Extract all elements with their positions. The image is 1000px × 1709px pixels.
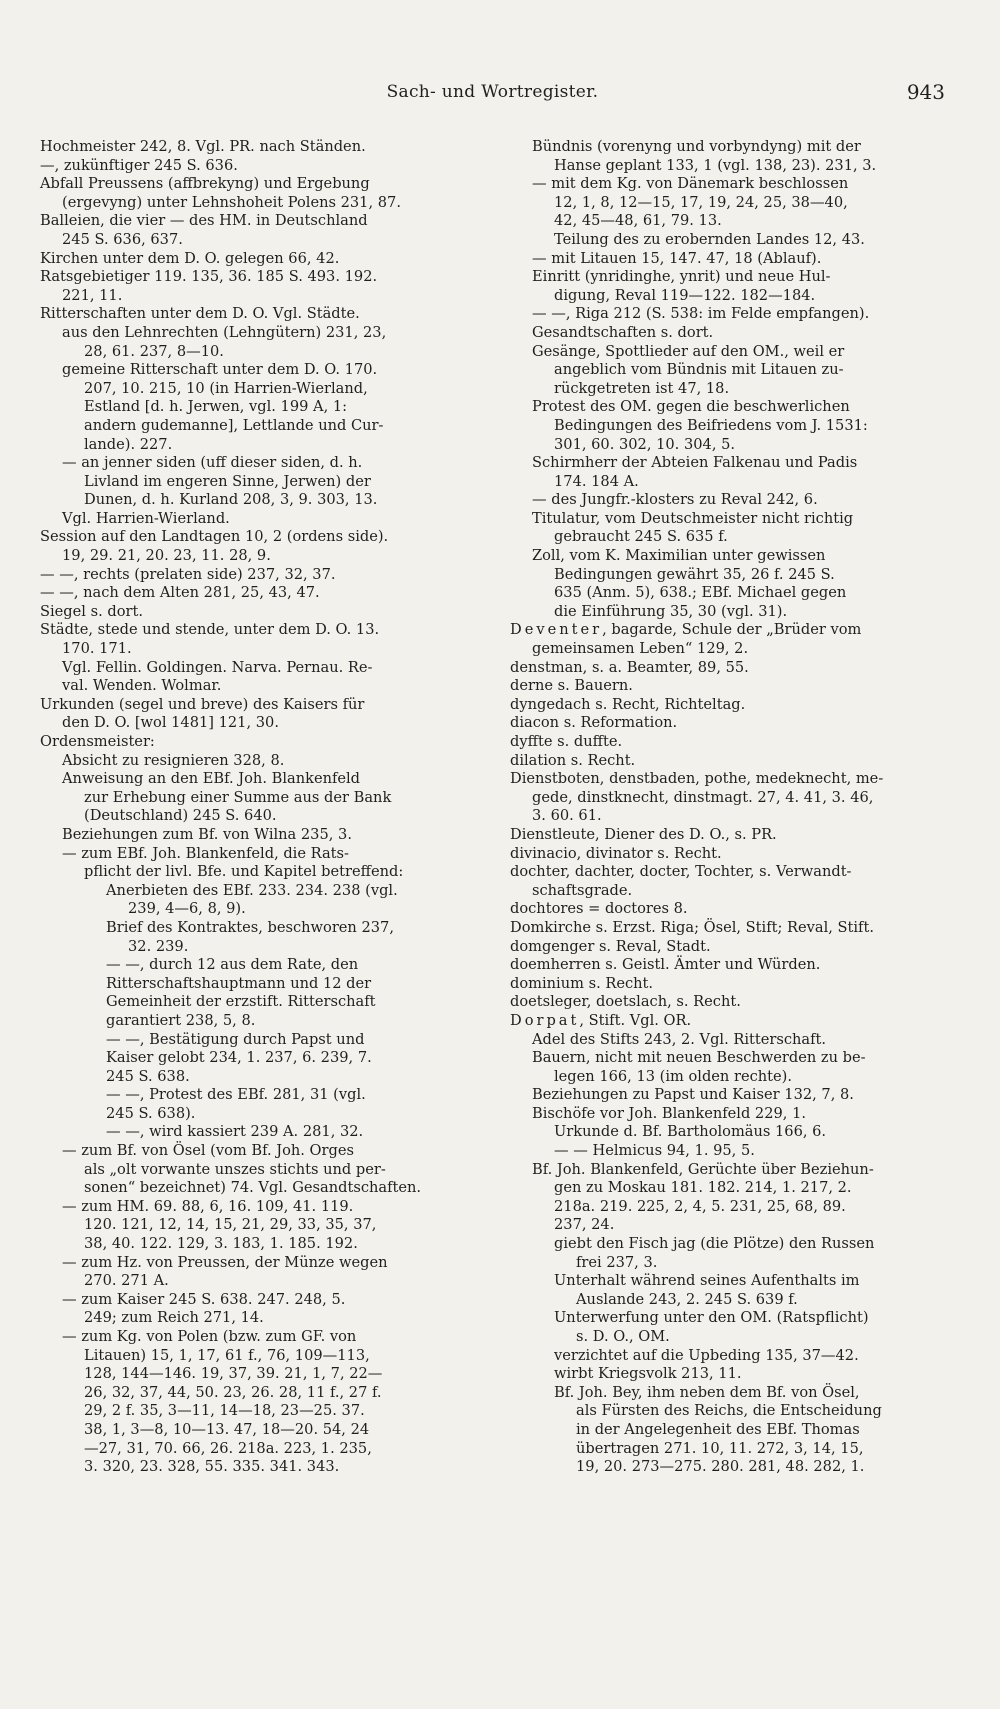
index-line: 221, 11.	[62, 286, 123, 304]
index-line: 3. 320, 23. 328, 55. 335. 341. 343.	[84, 1458, 340, 1476]
index-line: 38, 1, 3—8, 10—13. 47, 18—20. 54, 24	[84, 1420, 370, 1438]
index-line: gede, dinstknecht, dinstmagt. 27, 4. 41, 3. 46,	[532, 788, 874, 806]
index-line: giebt den Fisch jag (die Plötze) den Russen	[554, 1235, 875, 1253]
index-line: — mit Litauen 15, 147. 47, 18 (Ablauf).	[532, 249, 822, 267]
index-line: 42, 45—48, 61, 79. 13.	[554, 212, 722, 230]
index-line: Teilung des zu erobernden Landes 12, 43.	[554, 230, 865, 248]
index-line: Ratsgebietiger 119. 135, 36. 185 S. 493. 192.	[40, 268, 378, 286]
index-line: — —, Riga 212 (S. 538: im Felde empfangen).	[532, 305, 870, 323]
index-line: doemherren s. Geistl. Ämter und Würden.	[510, 956, 821, 974]
index-line: Brief des Kontraktes, beschworen 237,	[106, 918, 394, 936]
index-line: Bf. Joh. Blankenfeld, Gerüchte über Beziehun-	[532, 1160, 874, 1178]
index-line: Kirchen unter dem D. O. gelegen 66, 42.	[40, 249, 340, 267]
index-line: dyngedach s. Recht, Richteltag.	[510, 695, 746, 713]
index-line: als Fürsten des Reichs, die Entscheidung	[576, 1402, 882, 1420]
index-line: Dunen, d. h. Kurland 208, 3, 9. 303, 13.	[84, 491, 378, 509]
index-line: die Einführung 35, 30 (vgl. 31).	[554, 602, 788, 620]
index-line: als „olt vorwante unszes stichts und per-	[84, 1160, 386, 1178]
index-line: Schirmherr der Abteien Falkenau und Padis	[532, 454, 858, 472]
index-line: gebraucht 245 S. 635 f.	[554, 528, 728, 546]
index-line: 128, 144—146. 19, 37, 39. 21, 1, 7, 22—	[84, 1365, 383, 1383]
index-line: lande). 227.	[84, 435, 173, 453]
index-line: Anweisung an den EBf. Joh. Blankenfeld	[62, 770, 361, 788]
index-line: Siegel s. dort.	[40, 602, 143, 620]
index-line: Abfall Preussens (affbrekyng) und Ergebung	[40, 175, 370, 193]
index-line: 174. 184 A.	[554, 472, 639, 490]
index-line: Dienstboten, denstbaden, pothe, medeknecht, me-	[510, 770, 884, 788]
index-line: Balleien, die vier — des HM. in Deutschland	[40, 212, 368, 230]
index-line: gen zu Moskau 181. 182. 214, 1. 217, 2.	[554, 1179, 852, 1197]
index-line: zur Erhebung einer Summe aus der Bank	[84, 788, 392, 806]
index-line: Estland [d. h. Jerwen, vgl. 199 A, 1:	[84, 398, 348, 416]
running-title: Sach- und Wortregister.	[386, 82, 599, 102]
index-line: dominium s. Recht.	[510, 974, 654, 992]
index-line: Litauen) 15, 1, 17, 61 f., 76, 109—113,	[84, 1346, 370, 1364]
index-line: Zoll, vom K. Maximilian unter gewissen	[532, 547, 826, 565]
index-line: Beziehungen zum Bf. von Wilna 235, 3.	[62, 825, 352, 843]
index-line: Bedingungen des Beifriedens vom J. 1531:	[554, 416, 868, 434]
index-line: 38, 40. 122. 129, 3. 183, 1. 185. 192.	[84, 1235, 358, 1253]
index-line: 237, 24.	[554, 1216, 615, 1234]
index-line: legen 166, 13 (im olden rechte).	[554, 1067, 792, 1085]
page-number: 943	[906, 80, 945, 104]
index-line: —, zukünftiger 245 S. 636.	[40, 156, 238, 174]
index-line: 3. 60. 61.	[532, 807, 602, 825]
index-line: — —, nach dem Alten 281, 25, 43, 47.	[40, 584, 320, 602]
index-line: Domkirche s. Erzst. Riga; Ösel, Stift; Reval, Stift.	[510, 918, 874, 936]
index-line: Gemeinheit der erzstift. Ritterschaft	[106, 993, 376, 1011]
running-head	[40, 82, 945, 108]
index-line: — zum Hz. von Preussen, der Münze wegen	[62, 1253, 388, 1271]
index-line: 29, 2 f. 35, 3—11, 14—18, 23—25. 37.	[84, 1402, 365, 1420]
index-line: derne s. Bauern.	[510, 677, 633, 695]
index-line: Bedingungen gewährt 35, 26 f. 245 S.	[554, 565, 835, 583]
index-line: gemeine Ritterschaft unter dem D. O. 170.	[62, 361, 378, 379]
index-line: Einritt (ynridinghe, ynrit) und neue Hul-	[532, 268, 831, 286]
index-line: Titulatur, vom Deutschmeister nicht richtig	[532, 509, 854, 527]
index-line: wirbt Kriegsvolk 213, 11.	[554, 1365, 742, 1383]
index-line: 120. 121, 12, 14, 15, 21, 29, 33, 35, 37,	[84, 1216, 377, 1234]
index-line: sonen“ bezeichnet) 74. Vgl. Gesandtschaften.	[84, 1179, 422, 1197]
index-line: schaftsgrade.	[532, 881, 633, 899]
index-line: Gesänge, Spottlieder auf den OM., weil er	[532, 342, 845, 360]
index-line: 301, 60. 302, 10. 304, 5.	[554, 435, 736, 453]
index-line: Dienstleute, Diener des D. O., s. PR.	[510, 825, 777, 843]
index-line: 19, 20. 273—275. 280. 281, 48. 282, 1.	[576, 1458, 865, 1476]
index-line: Absicht zu resignieren 328, 8.	[62, 751, 285, 769]
index-line: denstman, s. a. Beamter, 89, 55.	[510, 658, 749, 676]
index-line: Unterhalt während seines Aufenthalts im	[554, 1272, 860, 1290]
index-line: Vgl. Harrien-Wierland.	[62, 509, 230, 527]
index-line: übertragen 271. 10, 11. 272, 3, 14, 15,	[576, 1439, 864, 1457]
index-line: Bündnis (vorenyng und vorbyndyng) mit der	[532, 138, 861, 155]
index-line: divinacio, divinator s. Recht.	[510, 844, 722, 862]
index-line: Protest des OM. gegen die beschwerlichen	[532, 398, 850, 416]
index-line: dochtores = doctores 8.	[510, 900, 688, 918]
index-line: Ordensmeister:	[40, 733, 155, 750]
index-line: — —, Protest des EBf. 281, 31 (vgl.	[106, 1086, 366, 1104]
index-line: rückgetreten ist 47, 18.	[554, 379, 730, 397]
index-line: 170. 171.	[62, 640, 132, 658]
index-line: andern gudemanne], Lettlande und Cur-	[84, 416, 384, 434]
index-line: 270. 271 A.	[84, 1272, 169, 1290]
index-line: 12, 1, 8, 12—15, 17, 19, 24, 25, 38—40,	[554, 193, 848, 211]
index-line: — — Helmicus 94, 1. 95, 5.	[554, 1142, 755, 1160]
index-line: 245 S. 636, 637.	[62, 230, 183, 248]
index-line: pflicht der livl. Bfe. und Kapitel betreffend:	[84, 863, 404, 881]
index-line: — an jenner siden (uff dieser siden, d. h.	[62, 454, 363, 472]
index-line: Bf. Joh. Bey, ihm neben dem Bf. von Ösel,	[554, 1383, 860, 1401]
index-line: — zum EBf. Joh. Blankenfeld, die Rats-	[62, 844, 349, 862]
index-line: Kaiser gelobt 234, 1. 237, 6. 239, 7.	[106, 1049, 372, 1067]
index-line: Anerbieten des EBf. 233. 234. 238 (vgl.	[106, 881, 398, 899]
index-line: 207, 10. 215, 10 (in Harrien-Wierland,	[84, 379, 368, 397]
index-line: verzichtet auf die Upbeding 135, 37—42.	[554, 1346, 859, 1364]
index-line: Unterwerfung unter den OM. (Ratspflicht)	[554, 1309, 869, 1327]
left-column	[40, 138, 480, 1477]
index-line: Beziehungen zu Papst und Kaiser 132, 7, 8.	[532, 1086, 854, 1104]
index-line: 245 S. 638).	[106, 1104, 196, 1122]
index-line: (Deutschland) 245 S. 640.	[84, 807, 277, 825]
index-line: Hochmeister 242, 8. Vgl. PR. nach Ständen.	[40, 138, 366, 155]
index-line: 245 S. 638.	[106, 1067, 190, 1085]
index-line: Adel des Stifts 243, 2. Vgl. Ritterschaft.	[532, 1030, 827, 1048]
index-line: dyffte s. duffte.	[510, 733, 623, 750]
index-line: garantiert 238, 5, 8.	[106, 1011, 256, 1029]
index-line: dilation s. Recht.	[510, 751, 636, 769]
index-line: Urkunde d. Bf. Bartholomäus 166, 6.	[554, 1123, 827, 1141]
index-line: 28, 61. 237, 8—10.	[84, 342, 224, 360]
index-line: Vgl. Fellin. Goldingen. Narva. Pernau. Re-	[62, 658, 373, 676]
index-line: 218a. 219. 225, 2, 4, 5. 231, 25, 68, 89.	[554, 1197, 846, 1215]
index-line: frei 237, 3.	[576, 1253, 658, 1271]
index-line: Dorpat, Stift. Vgl. OR.	[510, 1011, 692, 1029]
index-line: — mit dem Kg. von Dänemark beschlossen	[532, 175, 849, 193]
index-line: Gesandtschaften s. dort.	[532, 323, 714, 341]
index-line: diacon s. Reformation.	[510, 714, 678, 732]
index-line: Session auf den Landtagen 10, 2 (ordens side).	[40, 528, 389, 546]
index-line: Ritterschaften unter dem D. O. Vgl. Städte.	[40, 305, 360, 323]
index-line: — —, rechts (prelaten side) 237, 32, 37.	[40, 565, 336, 583]
index-line: 239, 4—6, 8, 9).	[128, 900, 246, 918]
index-line: 635 (Anm. 5), 638.; EBf. Michael gegen	[554, 584, 847, 602]
index-line: aus den Lehnrechten (Lehngütern) 231, 23,	[62, 323, 387, 341]
index-line: domgenger s. Reval, Stadt.	[510, 937, 711, 955]
index-line: 32. 239.	[128, 937, 189, 955]
index-line: angeblich vom Bündnis mit Litauen zu-	[554, 361, 844, 379]
index-line: 249; zum Reich 271, 14.	[84, 1309, 264, 1327]
index-line: — zum Kg. von Polen (bzw. zum GF. von	[62, 1328, 357, 1345]
index-line: 19, 29. 21, 20. 23, 11. 28, 9.	[62, 547, 271, 565]
index-line: Auslande 243, 2. 245 S. 639 f.	[576, 1290, 798, 1308]
index-line: dochter, dachter, docter, Tochter, s. Verwandt-	[510, 863, 852, 881]
index-line: — —, Bestätigung durch Papst und	[106, 1030, 365, 1048]
index-line: digung, Reval 119—122. 182—184.	[554, 286, 816, 304]
index-line: — des Jungfr.-klosters zu Reval 242, 6.	[532, 491, 818, 509]
index-line: — —, durch 12 aus dem Rate, den	[106, 956, 359, 974]
index-line: Ritterschaftshauptmann und 12 der	[106, 974, 372, 992]
index-line: val. Wenden. Wolmar.	[62, 677, 222, 695]
index-line: in der Angelegenheit des EBf. Thomas	[576, 1420, 860, 1438]
index-line: — zum Bf. von Ösel (vom Bf. Joh. Orges	[62, 1142, 354, 1160]
index-line: (ergevyng) unter Lehnshoheit Polens 231, 87.	[62, 193, 401, 211]
index-line: Livland im engeren Sinne, Jerwen) der	[84, 472, 371, 490]
index-line: — zum Kaiser 245 S. 638. 247. 248, 5.	[62, 1290, 346, 1308]
index-line: s. D. O., OM.	[576, 1328, 670, 1345]
index-line: den D. O. [wol 1481] 121, 30.	[62, 714, 279, 732]
index-line: Urkunden (segel und breve) des Kaisers für	[40, 695, 365, 713]
index-line: Deventer, bagarde, Schule der „Brüder vom	[510, 621, 862, 639]
index-line: gemeinsamen Leben“ 129, 2.	[532, 640, 749, 658]
index-line: —27, 31, 70. 66, 26. 218a. 223, 1. 235,	[84, 1439, 372, 1457]
index-line: — zum HM. 69. 88, 6, 16. 109, 41. 119.	[62, 1197, 354, 1215]
index-line: Städte, stede und stende, unter dem D. O. 13.	[40, 621, 380, 639]
index-line: Hanse geplant 133, 1 (vgl. 138, 23). 231, 3.	[554, 156, 877, 174]
index-line: 26, 32, 37, 44, 50. 23, 26. 28, 11 f., 27 f.	[84, 1383, 382, 1401]
index-line: — —, wird kassiert 239 A. 281, 32.	[106, 1123, 364, 1141]
index-line: Bischöfe vor Joh. Blankenfeld 229, 1.	[532, 1104, 806, 1122]
right-column	[510, 138, 955, 1477]
index-line: Bauern, nicht mit neuen Beschwerden zu be-	[532, 1049, 866, 1067]
index-line: doetsleger, doetslach, s. Recht.	[510, 993, 741, 1011]
